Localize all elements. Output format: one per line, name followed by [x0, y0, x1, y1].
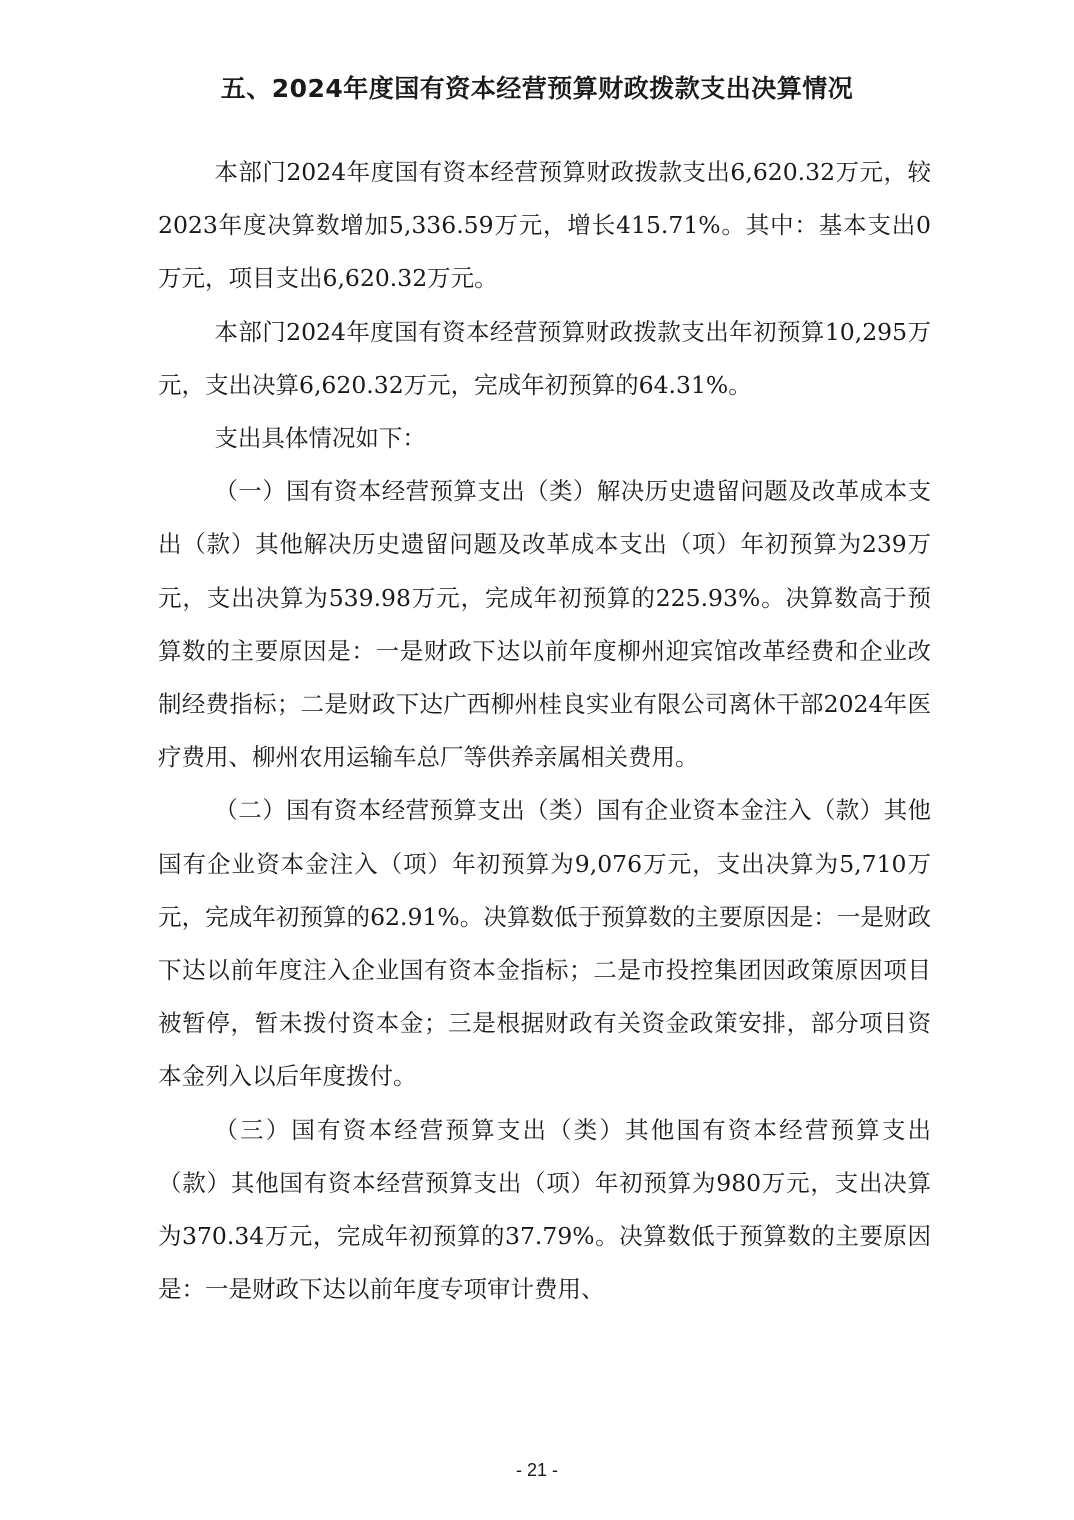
- page-number: - 21 -: [515, 1460, 558, 1480]
- document-body: [158, 146, 931, 1316]
- paragraph-expenditure-summary: 本部门2024年度国有资本经营预算财政拨款支出6,620.32万元，较2023年度决算数增加5,336.59万元，增长415.71%。其中：基本支出0万元，项目支出6,620.32万元。: [158, 158, 931, 293]
- paragraph-item-3: （三）国有资本经营预算支出（类）其他国有资本经营预算支出（款）其他国有资本经营预算支出（项）年初预算为980万元，支出决算为370.34万元，完成年初预算的37.79%。决算数低于预算数的主要原因是：一是财政下达以前年度专项审计费用、: [158, 1115, 931, 1304]
- section-title: 五、2024年度国有资本经营预算财政拨款支出决算情况: [220, 74, 854, 103]
- paragraph-item-1: （一）国有资本经营预算支出（类）解决历史遗留问题及改革成本支出（款）其他解决历史遗留问题及改革成本支出（项）年初预算为239万元，支出决算为539.98万元，完成年初预算的225.93%。决算数高于预算数的主要原因是：一是财政下达以前年度柳州迎宾馆改革经费和企业改制经费指标；二是财政下达广西柳州桂良实业有限公司离休干部2024年医疗费用、柳州农用运输车总厂等供养亲属相关费用。: [158, 477, 931, 772]
- paragraph-budget-completion: 本部门2024年度国有资本经营预算财政拨款支出年初预算10,295万元，支出决算6,620.32万元，完成年初预算的64.31%。: [158, 317, 931, 399]
- paragraph-details-intro: 支出具体情况如下：: [214, 424, 426, 453]
- paragraph-item-2: （二）国有资本经营预算支出（类）国有企业资本金注入（款）其他国有企业资本金注入（项）年初预算为9,076万元，支出决算为5,710万元，完成年初预算的62.91%。决算数低于预算数的主要原因是：一是财政下达以前年度注入企业国有资本金指标；二是市投控集团因政策原因项目被暂停，暂未拨付资本金；三是根据财政有关资金政策安排，部分项目资本金列入以后年度拨付。: [158, 796, 931, 1091]
